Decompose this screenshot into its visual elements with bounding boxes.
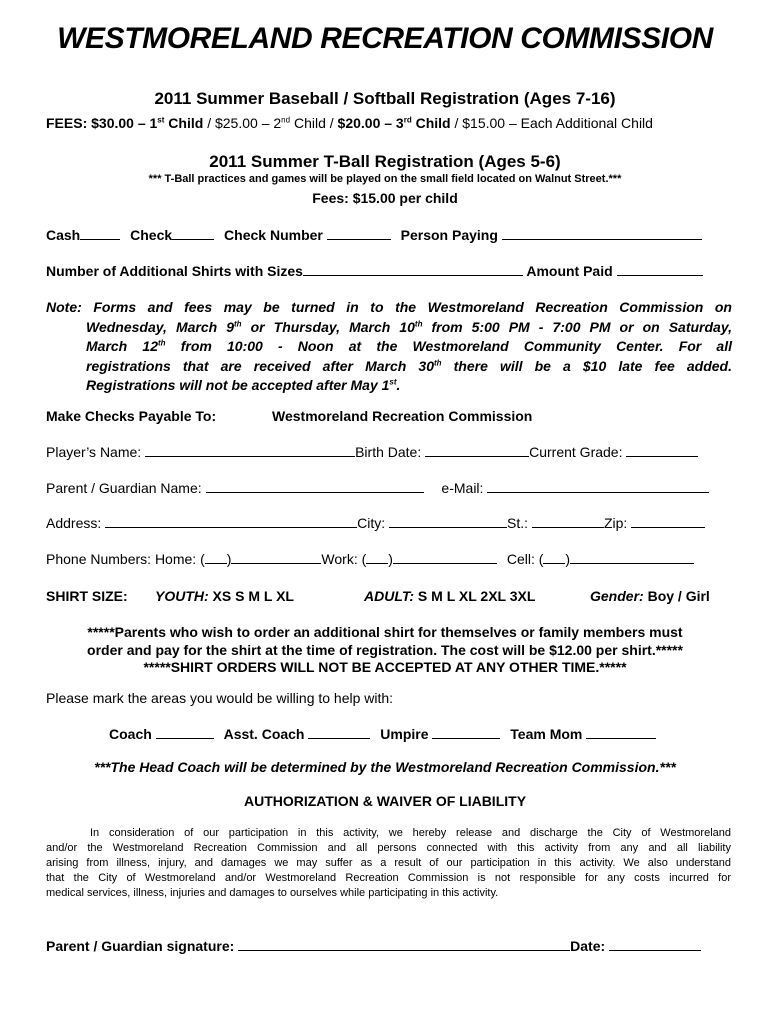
fee-child-label: Child / — [290, 115, 338, 131]
note-text: from 10:00 - Noon at the Westmoreland Community Center. For all — [165, 338, 732, 354]
note-text: Registrations will not be accepted after May 1 — [86, 377, 390, 393]
note-text: March 12 — [86, 338, 158, 354]
team-mom-label: Team Mom — [510, 726, 583, 742]
date-field[interactable] — [609, 938, 701, 951]
cash-label: Cash — [46, 227, 81, 243]
fee-first-child: FEES: $30.00 – 1 — [46, 115, 158, 131]
fee-child-label: Child — [164, 115, 204, 131]
team-mom-field[interactable] — [586, 726, 656, 739]
signature-label: Parent / Guardian signature: — [46, 938, 235, 954]
signature-field[interactable] — [238, 938, 570, 951]
shirt-note-line: *****Parents who wish to order an additional shirt for themselves or family members must — [87, 624, 683, 640]
work-area-code-field[interactable] — [366, 551, 388, 564]
adult-sizes[interactable] — [364, 588, 535, 604]
payment-row — [46, 227, 702, 243]
phone-home-label: Phone Numbers: Home: ( — [46, 551, 205, 567]
note-text: Wednesday, March 9 — [86, 318, 235, 335]
additional-shirts-field[interactable] — [303, 263, 523, 276]
shirts-row — [46, 263, 703, 279]
current-grade-label: Current Grade: — [529, 444, 623, 460]
shirt-note-line: order and pay for the shirt at the time of registration. The cost will be $12.00 per shirt.***** — [87, 641, 683, 658]
zip-field[interactable] — [631, 515, 705, 528]
gender-options[interactable]: Boy / Girl — [643, 588, 710, 604]
registration-note — [46, 298, 732, 396]
note-sup: st — [389, 377, 397, 387]
sup-rd: rd — [403, 115, 412, 125]
paren-close: ) — [565, 551, 571, 567]
note-text: or Thursday, March 10 — [241, 318, 415, 335]
note-text: . — [396, 377, 401, 393]
note-sup: th — [234, 318, 242, 328]
waiver-heading: AUTHORIZATION & WAIVER OF LIABILITY — [243, 793, 527, 809]
paren-close: ) — [226, 551, 232, 567]
shirt-note-line: *****SHIRT ORDERS WILL NOT BE ACCEPTED AT ANY OTHER TIME.***** — [143, 659, 627, 675]
sup-st: st — [157, 115, 165, 125]
checks-payable-label: Make Checks Payable To: — [46, 408, 217, 424]
amount-paid-label: Amount Paid — [526, 263, 613, 279]
cash-field[interactable] — [80, 227, 120, 240]
note-line — [46, 357, 732, 377]
gender-label: Gender: — [590, 588, 644, 604]
additional-shirts-label: Number of Additional Shirts with Sizes — [46, 263, 303, 279]
address-row — [46, 515, 705, 531]
parent-name-label: Parent / Guardian Name: — [46, 480, 202, 496]
state-label: St.: — [507, 515, 529, 531]
cell-area-code-field[interactable] — [543, 551, 565, 564]
cell-label: Cell: ( — [506, 551, 544, 567]
note-sup: th — [157, 338, 166, 348]
help-options — [109, 726, 656, 742]
check-number-label: Check Number — [224, 227, 323, 243]
tball-heading: 2011 Summer T-Ball Registration (Ages 5-6) — [209, 152, 561, 171]
person-paying-field[interactable] — [502, 227, 702, 240]
email-field[interactable] — [487, 480, 709, 493]
city-label: City: — [357, 515, 386, 531]
fee-additional-child: / $15.00 – Each Additional Child — [450, 115, 653, 131]
note-sup: th — [433, 357, 442, 367]
help-prompt: Please mark the areas you would be willing to help with: — [46, 690, 394, 706]
head-coach-note: ***The Head Coach will be determined by the Westmoreland Recreation Commission.*** — [94, 759, 676, 775]
birth-date-field[interactable] — [425, 444, 529, 457]
player-name-label: Player’s Name: — [46, 444, 142, 460]
youth-sizes[interactable] — [155, 588, 294, 604]
page-title: WESTMORELAND RECREATION COMMISSION — [57, 22, 713, 55]
tball-note: *** T-Ball practices and games will be played on the small field located on Walnut Street.*** — [148, 173, 622, 185]
waiver-line: medical services, illness, injuries and damages to ourselves while participating in this activity. — [46, 887, 499, 899]
umpire-label: Umpire — [380, 726, 429, 742]
umpire-field[interactable] — [432, 726, 500, 739]
asst-coach-field[interactable] — [308, 726, 370, 739]
note-text: registrations that are received after March 30 — [86, 357, 434, 374]
coach-field[interactable] — [156, 726, 214, 739]
check-label: Check — [130, 227, 173, 243]
shirt-size-label: SHIRT SIZE: — [46, 588, 128, 604]
state-field[interactable] — [532, 515, 604, 528]
shirt-order-note — [0, 624, 770, 677]
person-paying-label: Person Paying — [400, 227, 498, 243]
adult-label: ADULT: — [364, 588, 415, 604]
note-line — [46, 337, 732, 357]
city-field[interactable] — [389, 515, 507, 528]
waiver-line: In consideration of our participation in this activity, we hereby release and discharge the City of Westmoreland — [90, 827, 731, 839]
check-number-field[interactable] — [327, 227, 391, 240]
waiver-line: arising from illness, injury, and damages we may suffer as a result of our participation in this activity. We also understand — [46, 857, 731, 869]
fee-third-child: $20.00 – 3 — [337, 115, 404, 131]
baseball-fees — [46, 115, 653, 131]
waiver-line: that the City of Westmoreland and/or Westmoreland Recreation Commission is not responsible for any costs incurred for — [46, 872, 731, 884]
note-text: from 5:00 PM - 7:00 PM or on Saturday, — [422, 318, 733, 335]
work-phone-field[interactable] — [393, 551, 497, 564]
note-sup: th — [414, 318, 423, 328]
note-line — [46, 376, 732, 396]
amount-paid-field[interactable] — [617, 263, 703, 276]
work-label: Work: ( — [321, 551, 367, 567]
fee-child-label: Child — [411, 115, 451, 131]
phone-row — [46, 551, 694, 567]
zip-label: Zip: — [603, 515, 628, 531]
player-row — [46, 444, 698, 460]
home-area-code-field[interactable] — [205, 551, 227, 564]
gender-selection[interactable] — [590, 588, 710, 604]
signature-row — [46, 938, 701, 954]
checks-payable-value: Westmoreland Recreation Commission — [272, 408, 533, 424]
check-field[interactable] — [172, 227, 214, 240]
birth-date-label: Birth Date: — [355, 444, 422, 460]
paren-close: ) — [388, 551, 393, 567]
waiver-line: and/or the Westmoreland Recreation Commission and all persons connected with this activity from any and all liability — [46, 842, 731, 854]
note-line: Note: Forms and fees may be turned in to the Westmoreland Recreation Commission on — [46, 299, 732, 315]
adult-size-options[interactable]: S M L XL 2XL 3XL — [414, 588, 536, 604]
parent-row — [46, 480, 709, 496]
coach-label: Coach — [109, 726, 152, 742]
waiver-text — [46, 826, 731, 901]
sup-nd: nd — [281, 115, 291, 125]
asst-coach-label: Asst. Coach — [223, 726, 305, 742]
fee-second-child: / $25.00 – 2 — [203, 115, 282, 131]
player-name-field[interactable] — [145, 444, 355, 457]
current-grade-field[interactable] — [626, 444, 698, 457]
address-field[interactable] — [105, 515, 357, 528]
email-label: e-Mail: — [441, 480, 484, 496]
baseball-heading: 2011 Summer Baseball / Softball Registration (Ages 7-16) — [154, 89, 616, 108]
youth-label: YOUTH: — [155, 588, 209, 604]
cell-phone-field[interactable] — [570, 551, 694, 564]
home-phone-field[interactable] — [231, 551, 321, 564]
tball-fees: Fees: $15.00 per child — [312, 190, 458, 206]
note-line — [46, 318, 732, 338]
parent-name-field[interactable] — [206, 480, 424, 493]
address-label: Address: — [46, 515, 102, 531]
date-label: Date: — [570, 938, 606, 954]
note-text: there will be a $10 late fee added. — [441, 357, 732, 374]
youth-size-options[interactable]: XS S M L XL — [208, 588, 294, 604]
